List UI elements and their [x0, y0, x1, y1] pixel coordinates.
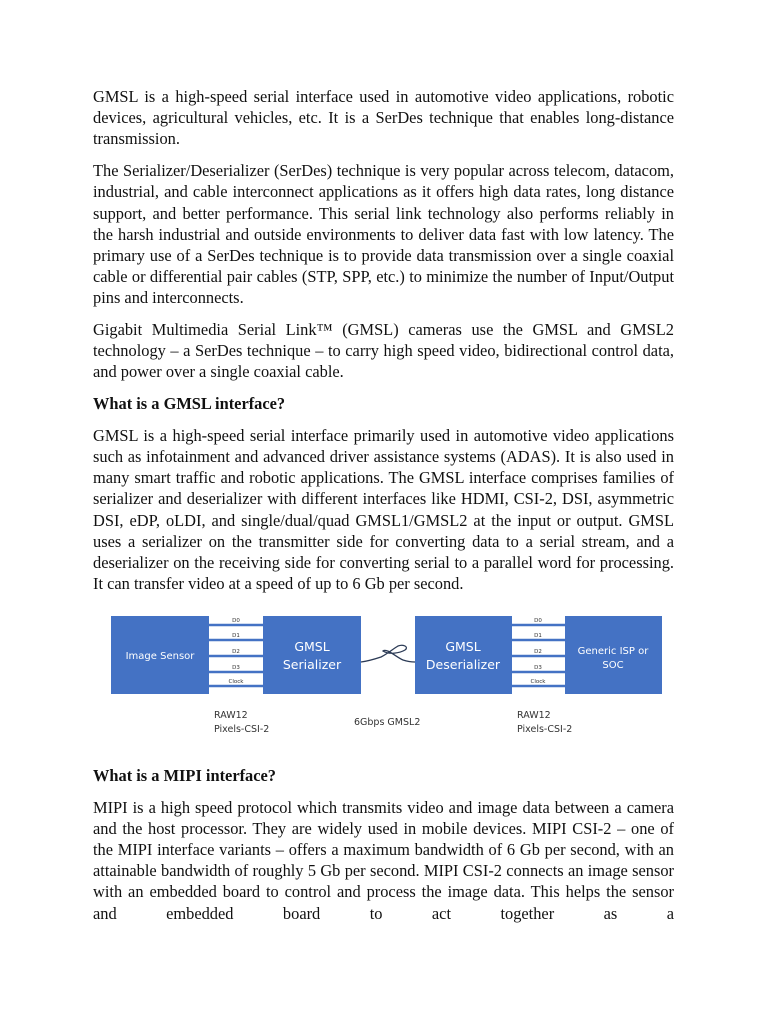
deserializer-label-line2: Deserializer — [425, 656, 501, 672]
left-lane-label: D2 — [232, 648, 240, 655]
left-format-line2: Pixels-CSI-2 — [214, 723, 270, 735]
serializer-label-line1: GMSL — [294, 638, 330, 654]
mipi-heading: What is a MIPI interface? — [93, 765, 276, 785]
intro-paragraph-1: GMSL is a high-speed serial interface used in automotive video applications, robotic devices, agricultural vehicles, etc. It is a SerDes technique that enables long-distance transmission. — [93, 87, 674, 149]
right-format-line2: Pixels-CSI-2 — [517, 723, 573, 735]
serializer-label-line2: Serializer — [282, 656, 342, 672]
right-lane-label: D1 — [534, 632, 542, 639]
isp-label-line2: SOC — [602, 659, 624, 671]
right-lane-label: D3 — [534, 664, 542, 671]
deserializer-block — [415, 616, 512, 694]
right-lane-label: D0 — [534, 617, 542, 624]
right-lane-label: Clock — [530, 678, 546, 685]
left-format-line1: RAW12 — [214, 709, 248, 721]
link-speed-label: 6Gbps GMSL2 — [354, 716, 421, 728]
serializer-block — [263, 616, 361, 694]
left-lane-label: D0 — [232, 617, 240, 624]
left-lane-label: Clock — [228, 678, 244, 685]
gmsl-paragraph: GMSL is a high-speed serial interface primarily used in automotive video applications such as infotainment and advanced driver assistance systems (ADAS). It is also used in many smart traffic and robotic applications. The GMSL interface comprises families of serializer and deserializer with different interfaces like HDMI, CSI-2, DSI, asymmetric DSI, eDP, oLDI, and single/dual/quad GMSL1/GMSL2 at the input or output. GMSL uses a serializer on the transmitter side for converting data to a serial stream, and a deserializer on the receiving side for converting serial to a parallel word for processing. It can transfer video at a speed of up to 6 Gb per second. — [93, 425, 674, 594]
gmsl-diagram — [93, 605, 674, 753]
document-page — [93, 86, 674, 934]
left-lane-label: D3 — [232, 664, 240, 671]
right-format-line1: RAW12 — [517, 709, 551, 721]
intro-paragraph-2: The Serializer/Deserializer (SerDes) technique is very popular across telecom, datacom, industrial, and cable interconnect applications as it offers high data rates, long distance support, and better performance. This serial link technology also performs reliably in the harsh industrial and outside environments to deliver data fast with low latency. The primary use of a SerDes technique is to provide data transmission over a single coaxial cable or differential pair cables (STP, SPP, etc.) to minimize the number of Input/Output pins and interconnects. — [93, 161, 674, 308]
gmsl-heading: What is a GMSL interface? — [93, 394, 286, 414]
left-lane-label: D1 — [232, 632, 240, 639]
deserializer-label-line1: GMSL — [445, 638, 481, 654]
isp-label-line1: Generic ISP or — [577, 645, 649, 657]
image-sensor-label: Image Sensor — [125, 650, 195, 662]
coax-cable — [361, 645, 415, 662]
mipi-paragraph: MIPI is a high speed protocol which transmits video and image data between a camera and the host processor. They are widely used in mobile devices. MIPI CSI-2 – one of the MIPI interface variants – offers a maximum bandwidth of 6 Gb per second, with an attainable bandwidth of roughly 5 Gb per second. MIPI CSI-2 connects an image sensor with an embedded board to control and process the image data. This helps the sensor and embedded board to act together as a — [93, 797, 674, 923]
intro-paragraph-3: Gigabit Multimedia Serial Link™ (GMSL) cameras use the GMSL and GMSL2 technology – a SerDes technique – to carry high speed video, bidirectional control data, and power over a single coaxial cable. — [93, 320, 674, 382]
right-lane-label: D2 — [534, 648, 542, 655]
